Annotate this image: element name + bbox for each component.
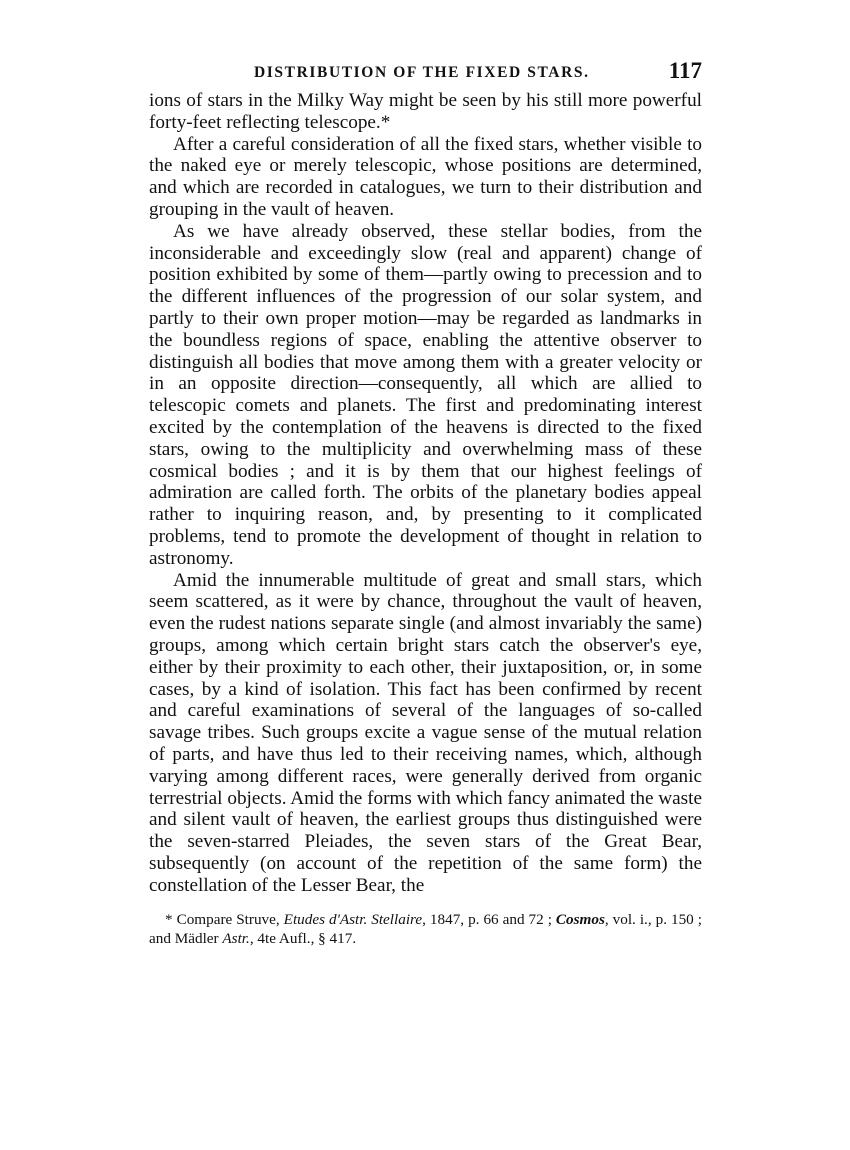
- paragraph: As we have already observed, these stellar bodies, from the inconsiderable and exceedingly slow (real and apparent) change of position exhibited by some of them—partly owing to precession and to the different influences of the progression of our solar system, and partly to their own proper motion—may be regarded as landmarks in the boundless regions of space, enabling the attentive observer to distinguish all bodies that move among them with a greater velocity or in an opposite direction—consequently, all which are allied to telescopic comets and planets. The first and predominating interest excited by the contemplation of the heavens is directed to the fixed stars, owing to the multiplicity and overwhelming mass of these cosmical bodies ; and it is by them that our highest feelings of admiration are called forth. The orbits of the planetary bodies appeal rather to inquiring reason, and, by presenting to it complicated problems, tend to promote the development of thought in relation to astronomy.: [149, 220, 702, 569]
- paragraph: After a careful consideration of all the fixed stars, whether visible to the naked eye or merely telescopic, whose positions are determined, and which are recorded in catalogues, we turn to their distribution and grouping in the vault of heaven.: [149, 133, 702, 220]
- footnote: [149, 910, 702, 948]
- page-number: 117: [668, 58, 702, 83]
- footnote-text: , 1847, p. 66 and 72 ;: [422, 911, 556, 929]
- paragraph-continuation: ions of stars in the Milky Way might be seen by his still more powerful forty-feet reflecting telescope.*: [149, 90, 702, 133]
- footnote-work-title: Cosmos: [555, 911, 605, 929]
- footnote-marker: * Compare Struve,: [165, 911, 284, 929]
- paragraph: Amid the innumerable multitude of great and small stars, which seem scattered, as it were by chance, throughout the vault of heaven, even the rudest nations separate single (and almost invariably the same) groups, among which certain bright stars catch the observer's eye, either by their proximity to each other, their juxtaposition, or, in some cases, by a kind of isolation. This fact has been confirmed by recent and careful examinations of several of the languages of so-called savage tribes. Such groups excite a vague sense of the mutual relation of parts, and have thus led to their receiving names, which, although varying among different races, were generally derived from organic terrestrial objects. Amid the forms with which fancy animated the waste and silent vault of heaven, the earliest groups thus distinguished were the seven-starred Pleiades, the seven stars of the Great Bear, subsequently (on account of the repetition of the same form) the constellation of the Lesser Bear, the: [149, 569, 702, 896]
- footnote-text: , 4te Aufl., § 417.: [249, 930, 357, 948]
- book-page: [149, 58, 702, 948]
- running-head: [149, 58, 702, 90]
- body-text: [149, 90, 702, 896]
- footnote-work-title: Astr.: [222, 930, 250, 948]
- running-title: DISTRIBUTION OF THE FIXED STARS.: [254, 64, 590, 81]
- footnote-text: , vol. i., p. 150 ; and Mädler: [149, 911, 702, 948]
- footnote-work-title: Etudes d'Astr. Stellaire: [283, 911, 423, 929]
